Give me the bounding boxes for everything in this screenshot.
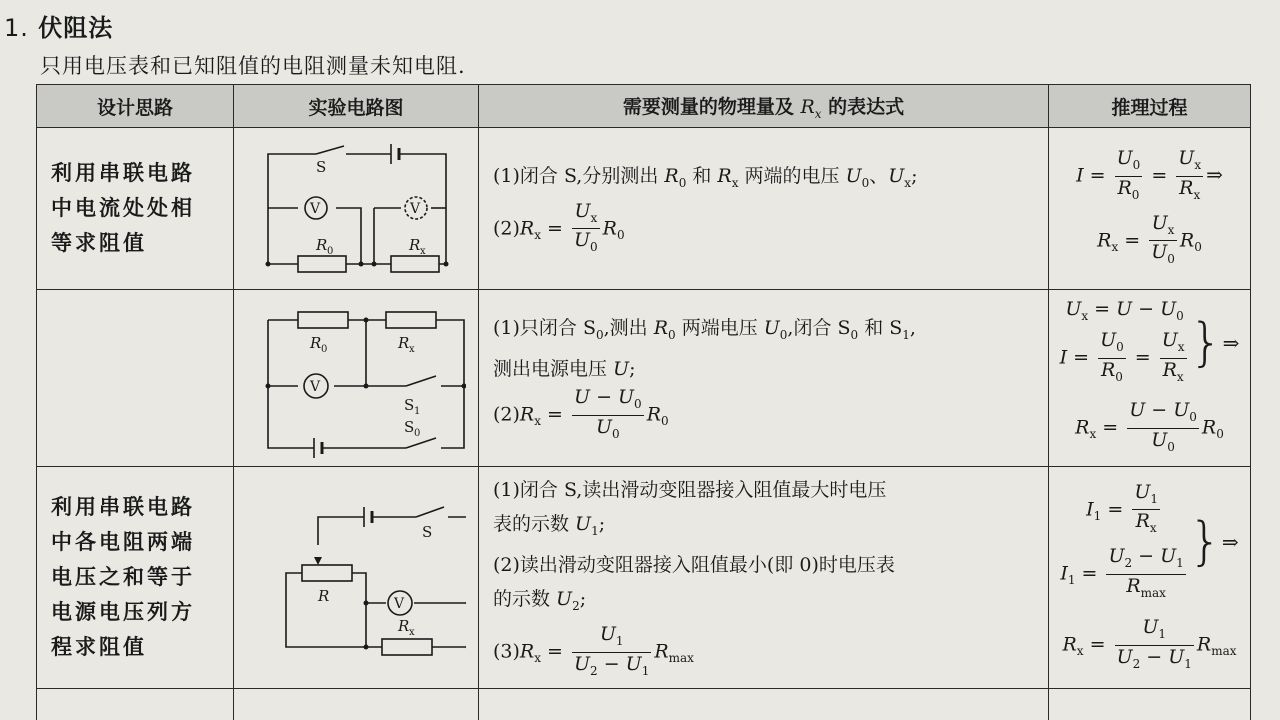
step-3-2: 表的示数 $U_1$; bbox=[493, 513, 606, 539]
svg-text:R: R bbox=[318, 587, 330, 606]
design-cell-2: 利用串联电路 中各电阻两端 电压之和等于 电源电压列方 程求阻值 bbox=[37, 466, 234, 688]
intro-text: 只用电压表和已知阻值的电阻测量未知电阻. bbox=[40, 54, 466, 78]
svg-text:S: S bbox=[404, 395, 415, 414]
step-3-4: 的示数 $U_2$; bbox=[493, 588, 587, 613]
header-quantities: 需要测量的物理量及 $R_x$ 的表达式 bbox=[479, 85, 1049, 128]
step-3-5: $(3)R_x$ = $\frac{U_1}{U_2 - U_1}$ $R_{max}$ bbox=[493, 622, 694, 678]
svg-text:0: 0 bbox=[327, 245, 334, 257]
svg-text:R: R bbox=[310, 333, 322, 352]
reasoning-cell-1: I = $\frac{U_0}{R_0}$ = $\frac{U_x}{R_x}$ ⇒ $R_x$ = $\frac{U_x}{U_0}$ $R_0$ bbox=[1049, 128, 1251, 290]
svg-text:S: S bbox=[316, 157, 327, 176]
header-design: 设计思路 bbox=[37, 85, 234, 128]
svg-text:R: R bbox=[398, 333, 410, 352]
circuit-diagram-2 bbox=[234, 290, 479, 467]
expression-cell-2 bbox=[479, 290, 1049, 467]
table-row bbox=[37, 688, 1251, 720]
section-number: 1. bbox=[4, 14, 29, 42]
reasoning-cell-2: $U_x = U - U_0$ I = $\frac{U_0}{R_0}$ = $\frac{U_x}{R_x}$ } ⇒ $R_x$ = $\frac{U - U_0}{U_0}$ $R_0$ bbox=[1049, 290, 1251, 467]
step-3-1: (1)闭合 S,读出滑动变阻器接入阻值最大时电压 bbox=[493, 479, 887, 502]
reasoning-cell-3: $I_1$ = $\frac{U_1}{R_x}$ $I_1$ = $\frac{U_2 - U_1}{R_{max}}$ } ⇒ $R_x$ = $\frac{U_1}{U_2 - U_1}$ $R_{max}$ bbox=[1049, 466, 1251, 688]
header-reasoning: 推理过程 bbox=[1049, 85, 1251, 128]
svg-text:R: R bbox=[409, 235, 421, 254]
design-cell-empty bbox=[37, 290, 234, 467]
circuit-diagram-1 bbox=[234, 128, 479, 290]
svg-text:0: 0 bbox=[321, 343, 328, 355]
svg-text:V: V bbox=[394, 596, 405, 613]
svg-text:x: x bbox=[420, 245, 426, 257]
svg-text:S: S bbox=[404, 417, 415, 436]
table-row bbox=[37, 290, 1251, 467]
expression-cell-1 bbox=[479, 128, 1049, 290]
step-1-2: $(2)R_x$ = $\frac{U_x}{U_0}$ $R_0$ bbox=[493, 199, 625, 255]
svg-text:R: R bbox=[398, 617, 410, 636]
svg-text:1: 1 bbox=[414, 405, 421, 417]
table-row bbox=[37, 128, 1251, 290]
section-title-text: 伏阻法 bbox=[38, 14, 114, 42]
svg-text:V: V bbox=[310, 378, 321, 395]
circuit-3-svg bbox=[246, 497, 466, 657]
circuit-1-svg bbox=[246, 134, 466, 284]
design-cell-1: 利用串联电路 中电流处处相 等求阻值 bbox=[37, 128, 234, 290]
svg-text:R: R bbox=[316, 235, 328, 254]
step-2-3: $(2)R_x$ = $\frac{U - U_0}{U_0}$ $R_0$ bbox=[493, 386, 669, 441]
svg-text:x: x bbox=[409, 343, 415, 355]
svg-text:0: 0 bbox=[414, 427, 421, 439]
svg-text:V: V bbox=[410, 200, 421, 217]
header-circuit: 实验电路图 bbox=[234, 85, 479, 128]
table-row bbox=[37, 466, 1251, 688]
circuit-diagram-3 bbox=[234, 466, 479, 688]
method-table bbox=[36, 84, 1251, 720]
circuit-2-svg bbox=[246, 298, 466, 458]
step-3-3: (2)读出滑动变阻器接入阻值最小(即 0)时电压表 bbox=[493, 554, 895, 577]
step-2-2: 测出电源电压 U; bbox=[493, 358, 636, 381]
step-2-1: (1)只闭合 $S_0$,测出 $R_0$ 两端电压 $U_0$,闭合 $S_0$ 和 $S_1$, bbox=[493, 317, 916, 343]
step-1-1: (1)闭合 S,分别测出 $R_0$ 和 $R_x$ 两端的电压 $U_0$、$U_x$; bbox=[493, 164, 918, 190]
svg-text:V: V bbox=[310, 200, 321, 217]
table-header-row bbox=[37, 85, 1251, 128]
section-title bbox=[4, 8, 113, 43]
svg-text:S: S bbox=[422, 523, 433, 542]
expression-cell-3 bbox=[479, 466, 1049, 688]
svg-text:x: x bbox=[409, 627, 415, 639]
